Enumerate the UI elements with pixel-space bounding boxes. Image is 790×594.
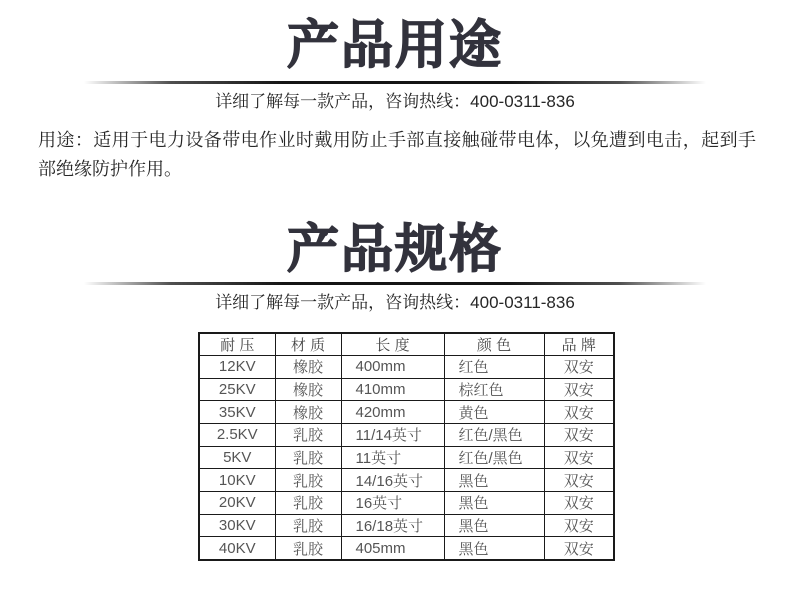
col-header-length: 长 度 xyxy=(341,333,444,356)
cell-length: 420mm xyxy=(341,401,444,424)
cell-length: 11/14英寸 xyxy=(341,423,444,446)
hotline-subtitle: 详细了解每一款产品，咨询热线：400-0311-836 xyxy=(215,92,575,111)
spec-table-row xyxy=(199,537,614,560)
spec-table-row xyxy=(199,423,614,446)
col-header-color: 颜 色 xyxy=(444,333,544,356)
cell-brand: 双安 xyxy=(544,423,614,446)
cell-material: 乳胶 xyxy=(275,537,341,560)
cell-material: 橡胶 xyxy=(275,378,341,401)
col-header-voltage: 耐 压 xyxy=(199,333,275,356)
cell-voltage: 5KV xyxy=(199,446,275,469)
cell-length: 16/18英寸 xyxy=(341,514,444,537)
cell-brand: 双安 xyxy=(544,491,614,514)
cell-length: 405mm xyxy=(341,537,444,560)
specs-section-title: 产品规格 xyxy=(286,221,503,279)
cell-voltage: 10KV xyxy=(199,469,275,492)
cell-voltage: 25KV xyxy=(199,378,275,401)
cell-length: 16英寸 xyxy=(341,491,444,514)
cell-voltage: 35KV xyxy=(199,401,275,424)
cell-voltage: 20KV xyxy=(199,491,275,514)
spec-table-body xyxy=(199,356,614,561)
cell-material: 乳胶 xyxy=(275,469,341,492)
cell-color: 黑色 xyxy=(444,469,544,492)
cell-color: 红色/黑色 xyxy=(444,446,544,469)
cell-length: 11英寸 xyxy=(341,446,444,469)
cell-color: 黑色 xyxy=(444,537,544,560)
cell-length: 410mm xyxy=(341,378,444,401)
spec-table-row xyxy=(199,491,614,514)
cell-brand: 双安 xyxy=(544,537,614,560)
cell-color: 红色/黑色 xyxy=(444,423,544,446)
cell-color: 黑色 xyxy=(444,491,544,514)
spec-table-row xyxy=(199,356,614,379)
spec-table-row xyxy=(199,401,614,424)
usage-description: 用途：适用于电力设备带电作业时戴用防止手部直接触碰带电体，以免遭到电击，起到手部绝缘防护作用。 xyxy=(38,130,756,179)
cell-material: 橡胶 xyxy=(275,356,341,379)
spec-table-row xyxy=(199,514,614,537)
cell-voltage: 40KV xyxy=(199,537,275,560)
spec-table-row xyxy=(199,469,614,492)
section-divider xyxy=(84,282,706,285)
spec-table-row xyxy=(199,378,614,401)
spec-table-header-row xyxy=(199,333,614,356)
cell-voltage: 30KV xyxy=(199,514,275,537)
cell-length: 14/16英寸 xyxy=(341,469,444,492)
cell-material: 乳胶 xyxy=(275,446,341,469)
cell-brand: 双安 xyxy=(544,356,614,379)
spec-table-row xyxy=(199,446,614,469)
hotline-subtitle: 详细了解每一款产品，咨询热线：400-0311-836 xyxy=(215,293,575,312)
usage-section-title: 产品用途 xyxy=(286,17,503,75)
cell-brand: 双安 xyxy=(544,446,614,469)
cell-brand: 双安 xyxy=(544,401,614,424)
cell-color: 黑色 xyxy=(444,514,544,537)
cell-brand: 双安 xyxy=(544,469,614,492)
col-header-material: 材 质 xyxy=(275,333,341,356)
cell-brand: 双安 xyxy=(544,378,614,401)
section-divider xyxy=(84,81,706,84)
cell-material: 乳胶 xyxy=(275,491,341,514)
cell-voltage: 2.5KV xyxy=(199,423,275,446)
cell-brand: 双安 xyxy=(544,514,614,537)
cell-color: 红色 xyxy=(444,356,544,379)
cell-material: 橡胶 xyxy=(275,401,341,424)
cell-voltage: 12KV xyxy=(199,356,275,379)
col-header-brand: 品 牌 xyxy=(544,333,614,356)
spec-table xyxy=(198,332,615,561)
cell-color: 黄色 xyxy=(444,401,544,424)
cell-length: 400mm xyxy=(341,356,444,379)
cell-color: 棕红色 xyxy=(444,378,544,401)
cell-material: 乳胶 xyxy=(275,514,341,537)
cell-material: 乳胶 xyxy=(275,423,341,446)
